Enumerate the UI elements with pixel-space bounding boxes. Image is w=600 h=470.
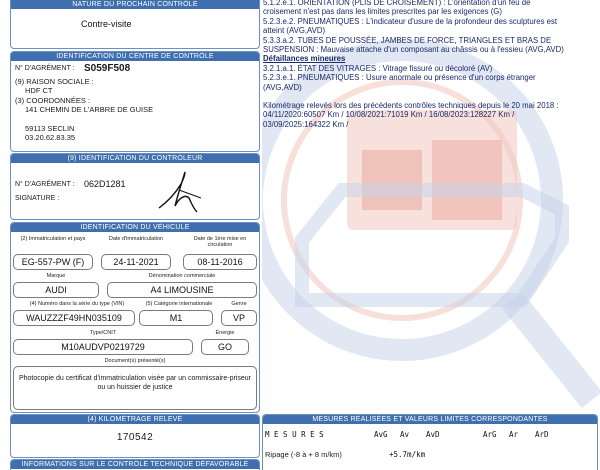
defect-line: SUSPENSION : Mauvaise attache d'un composant au châssis ou à l'essieu (AVG,AVD): [263, 45, 564, 55]
km-history-line: 04/11/2020:60507 Km / 10/08/2021:71019 Km / 16/08/2023:128227 Km /: [263, 110, 515, 120]
defect-line: 5.3.3.a.2. TUBES DE POUSSÉE, JAMBES DE FORCE, TRIANGLES ET BRAS DE: [263, 35, 552, 45]
center-box: [10, 51, 260, 152]
center-name-label: (9) RAISON SOCIALE :: [15, 77, 94, 86]
center-address-line2: 59113 SECLIN: [25, 124, 75, 133]
defect-line: croisement n'est pas dans les limites prescrites par les exigences (G): [263, 7, 502, 17]
measures-title: M E S U R E S: [265, 430, 324, 439]
vehicle-box: [10, 222, 260, 413]
type-caption: Type/CNIT: [89, 330, 117, 336]
center-address-line1: 141 CHEMIN DE L'ARBRE DE GUISE: [25, 105, 154, 114]
type-field: M10AUDVP0219729: [13, 339, 193, 355]
col-av: Av: [400, 430, 410, 439]
km-history-line: 03/09/2025:164322 Km /: [263, 119, 349, 129]
next-visit-value: Contre-visite: [81, 19, 132, 29]
center-header: IDENTIFICATION DU CENTRE DE CONTRÔLE: [11, 52, 259, 61]
info-header: INFORMATIONS SUR LE CONTRÔLE TECHNIQUE DÉFAVORABLE: [11, 460, 259, 469]
reg-date-field: 24-11-2021: [101, 254, 171, 270]
defect-line: 5.2.3.e.2. PNEUMATIQUES : L'indicateur d'usure de la profondeur des sculptures est: [263, 16, 558, 26]
col-arg: ArG: [483, 430, 497, 439]
defect-line: (AVG,AVD): [263, 82, 302, 92]
defect-line: 5.2.3.e.1. PNEUMATIQUES : Usure anormale ou présence d'un corps étranger: [263, 73, 536, 83]
vehicle-header: IDENTIFICATION DU VÉHICULE: [11, 223, 259, 232]
plate-field: EG-557-PW (F): [13, 254, 93, 270]
inspector-agreement-value: 062D1281: [84, 179, 126, 189]
col-avd: AvD: [426, 430, 440, 439]
center-agreement-label: N° D'AGRÉMENT :: [15, 65, 75, 72]
mileage-header: (4) KILOMÉTRAGE RELEVÉ: [11, 415, 259, 424]
col-avg: AvG: [374, 430, 388, 439]
km-history-line: Kilométrage relevés lors des précédents contrôles techniques depuis le 20 mai 2018 :: [263, 101, 559, 111]
vin-caption: (4) Numéro dans la série du type (VIN): [29, 301, 125, 307]
defect-line: 5.1.2.e.1. ORIENTATION (PLIS DE CROISEMENT) : L'orientation d'un feu de: [263, 0, 531, 7]
genre-field: VP: [221, 310, 257, 326]
signature-mark: [149, 168, 205, 218]
center-phone: 03.20.62.83.35: [25, 133, 76, 142]
center-address-label: (3) COORDONNÉES :: [15, 96, 91, 105]
defect-line: 3.2.1.a.1. ÉTAT DES VITRAGES : Vitrage fissuré ou décoloré (AV): [263, 63, 493, 73]
vin-field: WAUZZZF49HN035109: [13, 310, 135, 326]
category-caption: (5) Catégorie internationale: [145, 301, 213, 307]
inspector-header: (9) IDENTIFICATION DU CONTRÔLEUR: [11, 154, 259, 163]
defects-text: [263, 0, 598, 129]
plate-caption: (2) Immatriculation et pays: [20, 236, 86, 242]
docs-caption: Document(s) présenté(s): [104, 358, 166, 364]
inspector-agreement-label: N° D'AGRÉMENT :: [15, 181, 75, 188]
model-caption: Dénomination commerciale: [148, 273, 216, 279]
info-box: [10, 459, 260, 470]
measures-header: MESURES RÉALISÉES ET VALEURS LIMITES CORRESPONDANTES: [263, 415, 597, 424]
mileage-value: 170542: [116, 432, 154, 443]
ripage-value: +5.7m/km: [389, 450, 426, 459]
inspector-box: [10, 153, 260, 220]
genre-caption: Genre: [231, 301, 247, 307]
next-visit-box: [10, 0, 260, 49]
mileage-box: [10, 414, 260, 458]
measures-box: [262, 414, 598, 470]
minor-defects-title: Défaillances mineures: [263, 54, 346, 64]
col-ar: Ar: [509, 430, 519, 439]
ripage-label: Ripage (-8 à + 8 m/km): [265, 450, 342, 459]
col-ard: ArD: [535, 430, 549, 439]
next-visit-header: NATURE DU PROCHAIN CONTRÔLE: [11, 0, 259, 9]
brand-caption: Marque: [46, 273, 66, 279]
signature-label: SIGNATURE :: [15, 195, 60, 202]
docs-value: Photocopie du certificat d'immatriculation visée par un commissaire-priseur ou un huissier de justice: [18, 375, 252, 391]
model-field: A4 LIMOUSINE: [107, 282, 257, 298]
center-agreement-value: S059F508: [84, 63, 131, 74]
energy-caption: Énergie: [215, 330, 235, 336]
first-date-caption: Date de 1ère mise en circulation: [193, 236, 247, 248]
reg-date-caption: Date d'immatriculation: [108, 236, 164, 242]
category-field: M1: [139, 310, 213, 326]
brand-field: AUDI: [13, 282, 99, 298]
docs-field: [13, 366, 257, 410]
center-name-value: HDF CT: [25, 86, 53, 95]
first-date-field: 08-11-2016: [183, 254, 257, 270]
energy-field: GO: [201, 339, 249, 355]
defect-line: atteint (AVG,AVD): [263, 26, 326, 36]
